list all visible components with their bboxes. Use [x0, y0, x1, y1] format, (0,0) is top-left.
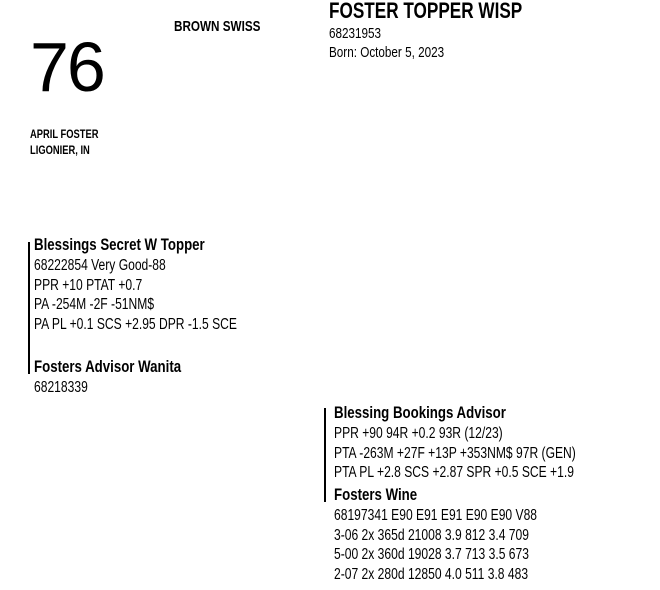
maternal-grandsire-line: PTA PL +2.8 SCS +2.87 SPR +0.5 SCE +1.9	[334, 464, 574, 482]
maternal-granddam-name: Fosters Wine	[334, 485, 418, 504]
pedigree-bracket-right	[324, 408, 326, 502]
maternal-granddam-block	[334, 484, 594, 584]
maternal-grandsire-line: PPR +90 94R +0.2 93R (12/23)	[334, 425, 503, 442]
lot-number: 76	[30, 28, 104, 106]
breed-text: BROWN SWISS	[174, 18, 261, 35]
dam-block	[34, 356, 223, 398]
lactation-record: 2-07 2x 280d 12850 4.0 511 3.8 483	[334, 565, 529, 583]
animal-registration	[329, 24, 396, 43]
animal-born	[329, 43, 477, 62]
lactation-record: 3-06 2x 365d 21008 3.9 812 3.4 709	[334, 526, 529, 544]
sire-line: PA -254M -2F -51NM$	[34, 296, 155, 314]
sire-line: 68222854 Very Good-88	[34, 257, 166, 274]
maternal-granddam-line: 68197341 E90 E91 E91 E90 E90 V88	[334, 507, 538, 524]
animal-born-text: Born: October 5, 2023	[329, 44, 445, 61]
sire-line: PA PL +0.1 SCS +2.95 DPR -1.5 SCE	[34, 315, 237, 333]
owner-info	[30, 126, 118, 158]
owner-location: LIGONIER, IN	[30, 143, 90, 157]
dam-line: 68218339	[34, 379, 88, 396]
animal-registration-text: 68231953	[329, 25, 382, 42]
sire-line: PPR +10 PTAT +0.7	[34, 276, 143, 294]
maternal-grandsire-block	[334, 402, 644, 483]
pedigree-bracket-left	[28, 242, 30, 374]
animal-name-text: FOSTER TOPPER WISP	[329, 0, 523, 23]
sire-block	[34, 234, 294, 334]
breed-label	[174, 18, 285, 35]
owner-name: APRIL FOSTER	[30, 127, 99, 141]
sire-name: Blessings Secret W Topper	[34, 235, 205, 254]
dam-name: Fosters Advisor Wanita	[34, 357, 182, 376]
maternal-grandsire-name: Blessing Bookings Advisor	[334, 403, 506, 422]
animal-name	[329, 0, 577, 23]
lactation-record: 5-00 2x 360d 19028 3.7 713 3.5 673	[334, 546, 529, 564]
maternal-grandsire-line: PTA -263M +27F +13P +353NM$ 97R (GEN)	[334, 444, 576, 462]
